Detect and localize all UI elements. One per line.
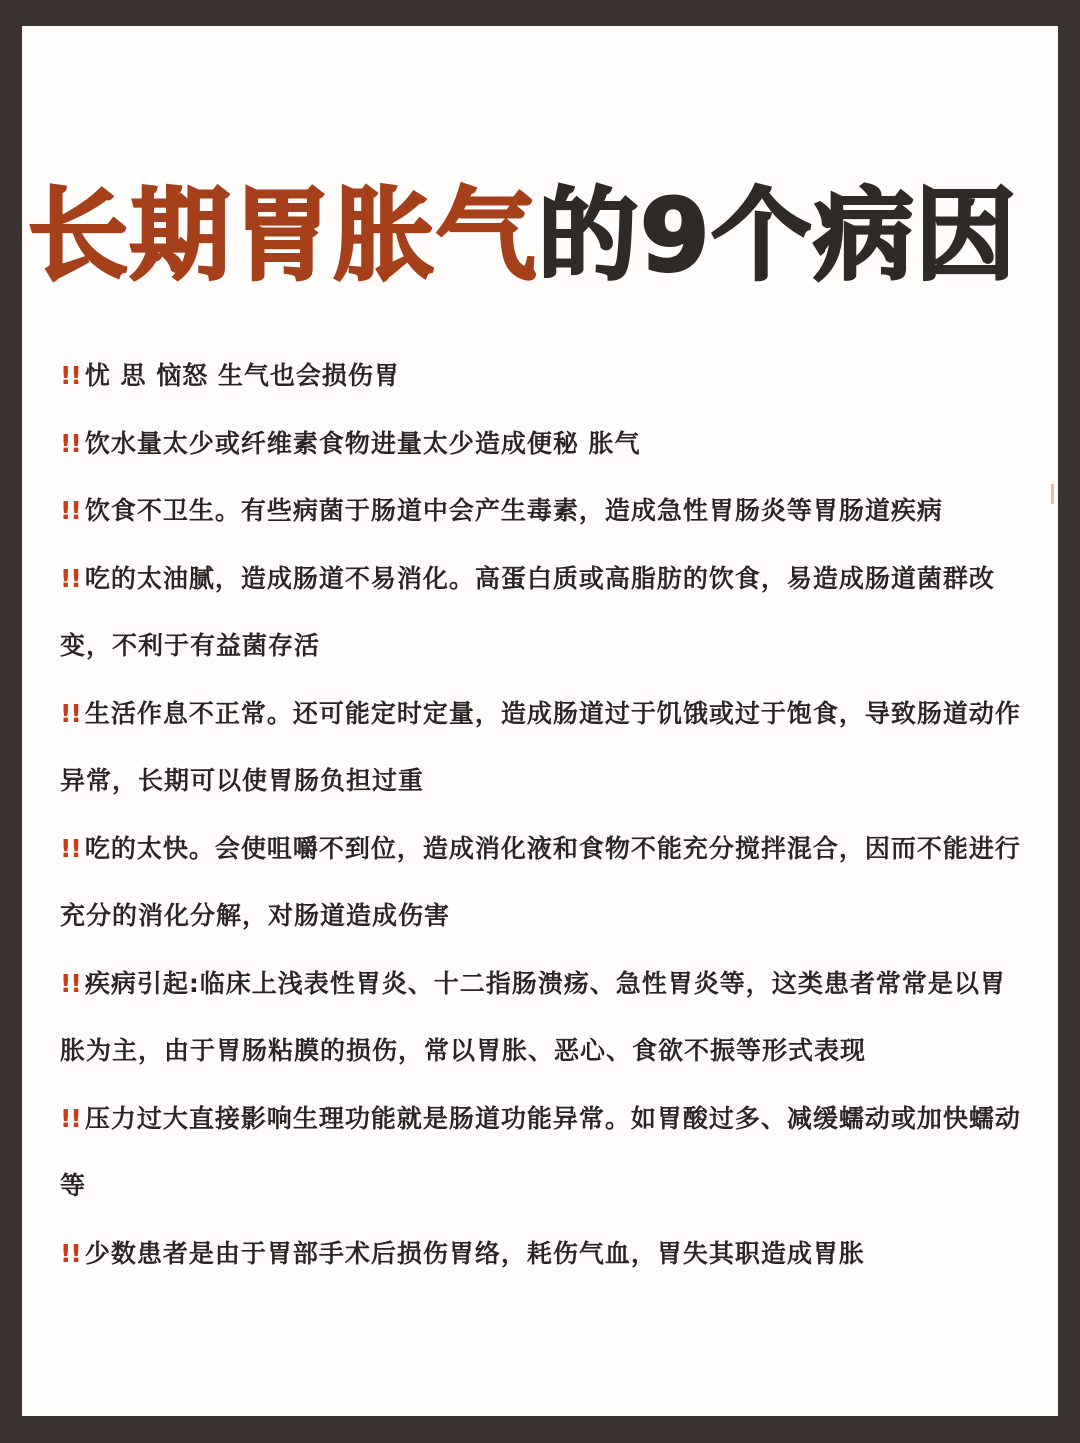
warning-icon: !!: [60, 428, 81, 458]
list-item: [60, 545, 1030, 680]
list-item-text: 吃的太油腻，造成肠道不易消化。高蛋白质或高脂肪的饮食，易造成肠道菌群改变，不利于有益菌存活: [60, 563, 995, 660]
list-item-text: 生活作息不正常。还可能定时定量，造成肠道过于饥饿或过于饱食，导致肠道动作异常，长期可以使胃肠负担过重: [60, 698, 1021, 795]
warning-icon: !!: [60, 833, 81, 863]
warning-icon: !!: [60, 1103, 81, 1133]
list-item: [60, 477, 1030, 545]
list-item-text: 少数患者是由于胃部手术后损伤胃络，耗伤气血，胃失其职造成胃胀: [84, 1238, 865, 1268]
page-title: [28, 176, 1058, 296]
warning-icon: !!: [60, 698, 81, 728]
list-item: [60, 815, 1030, 950]
title-rest: 的9个病因: [538, 177, 1018, 294]
list-item-text: 疾病引起:临床上浅表性胃炎、十二指肠溃疡、急性胃炎等，这类患者常常是以胃胀为主，由于胃肠粘膜的损伤，常以胃胀、恶心、食欲不振等形式表现: [60, 968, 1006, 1065]
cause-list: [60, 342, 1030, 1287]
list-item-text: 饮食不卫生。有些病菌于肠道中会产生毒素，造成急性胃肠炎等胃肠道疾病: [84, 496, 943, 525]
edge-mark: [1051, 484, 1054, 504]
warning-icon: !!: [60, 361, 81, 390]
article-page: [22, 26, 1058, 1416]
list-item-text: 忧 思 恼怒 生气也会损伤胃: [84, 361, 400, 390]
list-item: [60, 1220, 1030, 1288]
list-item: [60, 680, 1030, 815]
list-item-text: 吃的太快。会使咀嚼不到位，造成消化液和食物不能充分搅拌混合，因而不能进行充分的消化分解，对肠道造成伤害: [60, 833, 1021, 930]
list-item: [60, 950, 1030, 1085]
warning-icon: !!: [60, 968, 81, 998]
warning-icon: !!: [60, 563, 81, 593]
list-item: [60, 410, 1030, 478]
list-item: [60, 342, 1030, 410]
title-highlight: 长期胃胀气: [28, 177, 538, 294]
list-item-text: 饮水量太少或纤维素食物进量太少造成便秘 胀气: [84, 428, 641, 458]
warning-icon: !!: [60, 1238, 81, 1268]
list-item-text: 压力过大直接影响生理功能就是肠道功能异常。如胃酸过多、减缓蠕动或加快蠕动等: [60, 1103, 1021, 1200]
warning-icon: !!: [60, 496, 81, 525]
list-item: [60, 1085, 1030, 1220]
